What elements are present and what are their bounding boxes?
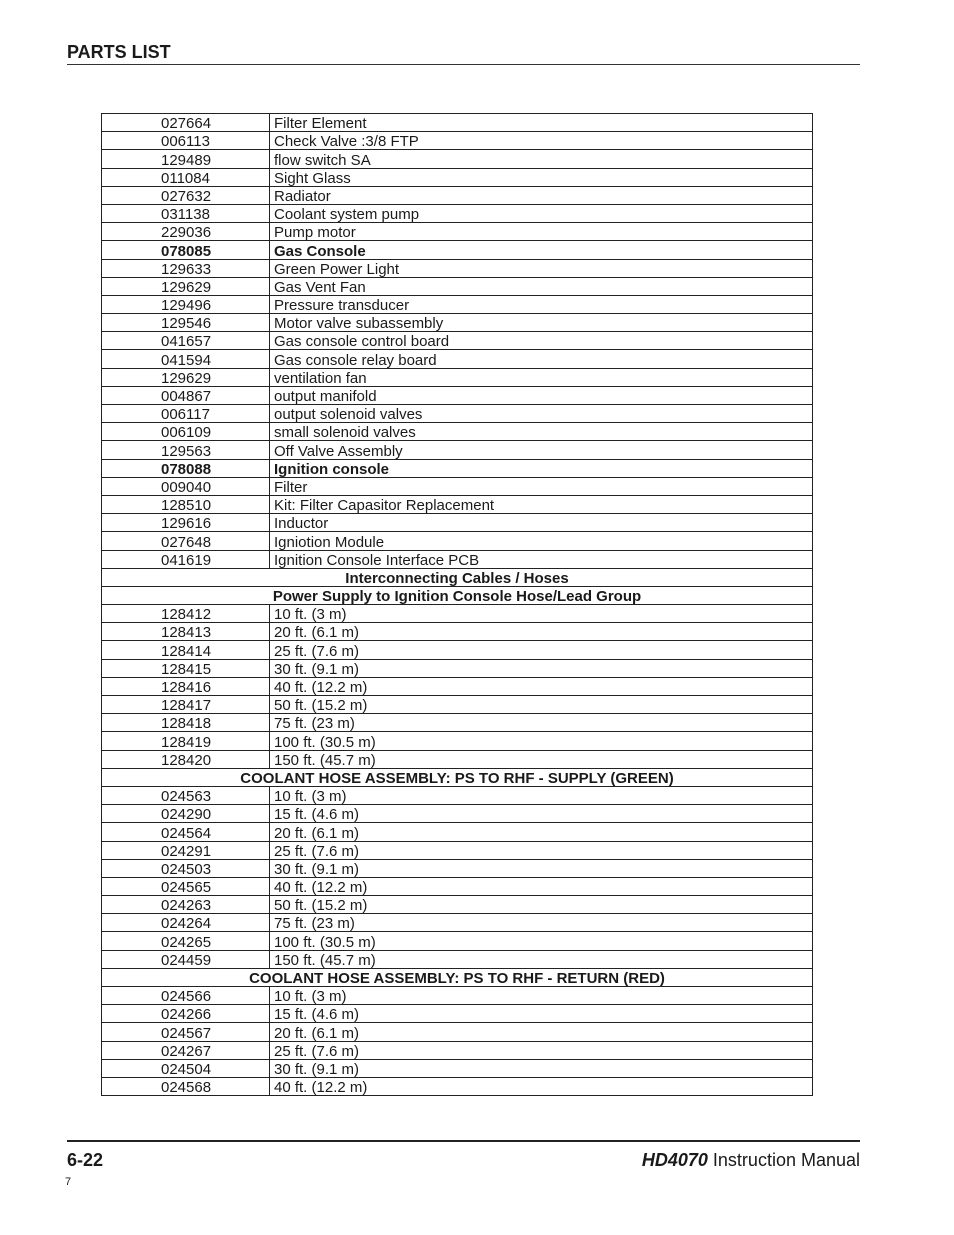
table-row: [102, 223, 813, 241]
table-row: [102, 841, 813, 859]
part-number: 078088: [102, 459, 270, 477]
table-row: [102, 150, 813, 168]
parts-table: [101, 113, 813, 1096]
part-description: 150 ft. (45.7 m): [270, 750, 813, 768]
part-number: 024567: [102, 1023, 270, 1041]
part-description: Check Valve :3/8 FTP: [270, 132, 813, 150]
part-number: 128418: [102, 714, 270, 732]
table-row: [102, 641, 813, 659]
part-number: 024267: [102, 1041, 270, 1059]
part-number: 024291: [102, 841, 270, 859]
section-header: COOLANT HOSE ASSEMBLY: PS TO RHF - SUPPLY (GREEN): [102, 768, 813, 786]
table-row: [102, 950, 813, 968]
part-number: 024565: [102, 877, 270, 895]
part-number: 024566: [102, 987, 270, 1005]
table-row: [102, 459, 813, 477]
table-row: [102, 732, 813, 750]
part-description: 10 ft. (3 m): [270, 987, 813, 1005]
part-number: 009040: [102, 477, 270, 495]
part-description: 20 ft. (6.1 m): [270, 823, 813, 841]
part-number: 011084: [102, 168, 270, 186]
part-number: 024264: [102, 914, 270, 932]
part-description: 25 ft. (7.6 m): [270, 841, 813, 859]
part-description: 25 ft. (7.6 m): [270, 641, 813, 659]
part-description: Filter Element: [270, 114, 813, 132]
part-number: 024265: [102, 932, 270, 950]
part-description: Igniotion Module: [270, 532, 813, 550]
part-description: Motor valve subassembly: [270, 314, 813, 332]
table-row: [102, 168, 813, 186]
part-description: Pump motor: [270, 223, 813, 241]
page-mark: 7: [65, 1176, 72, 1188]
part-description: Coolant system pump: [270, 204, 813, 222]
table-row: [102, 1059, 813, 1077]
part-number: 041657: [102, 332, 270, 350]
part-description: 20 ft. (6.1 m): [270, 1023, 813, 1041]
part-description: small solenoid valves: [270, 423, 813, 441]
part-description: Inductor: [270, 514, 813, 532]
part-number: 128413: [102, 623, 270, 641]
table-row: [102, 277, 813, 295]
part-description: Kit: Filter Capasitor Replacement: [270, 495, 813, 513]
part-number: 129629: [102, 277, 270, 295]
table-row: [102, 1023, 813, 1041]
table-row: [102, 495, 813, 513]
section-header-row: [102, 768, 813, 786]
part-number: 128415: [102, 659, 270, 677]
table-row: [102, 750, 813, 768]
part-number: 041594: [102, 350, 270, 368]
table-row: [102, 186, 813, 204]
part-description: Radiator: [270, 186, 813, 204]
part-description: 30 ft. (9.1 m): [270, 659, 813, 677]
table-row: [102, 823, 813, 841]
part-number: 024503: [102, 859, 270, 877]
part-number: 128414: [102, 641, 270, 659]
part-number: 129633: [102, 259, 270, 277]
part-number: 006117: [102, 405, 270, 423]
part-number: 128420: [102, 750, 270, 768]
table-row: [102, 368, 813, 386]
part-number: 128416: [102, 677, 270, 695]
table-row: [102, 132, 813, 150]
part-number: 024564: [102, 823, 270, 841]
page-header-title: PARTS LIST: [67, 42, 171, 62]
part-description: 10 ft. (3 m): [270, 605, 813, 623]
model-name: HD4070: [641, 1150, 708, 1170]
part-description: 40 ft. (12.2 m): [270, 1077, 813, 1095]
part-number: 031138: [102, 204, 270, 222]
table-row: [102, 532, 813, 550]
part-description: 25 ft. (7.6 m): [270, 1041, 813, 1059]
part-description: Gas console control board: [270, 332, 813, 350]
part-description: Gas console relay board: [270, 350, 813, 368]
part-number: 027664: [102, 114, 270, 132]
part-description: 20 ft. (6.1 m): [270, 623, 813, 641]
part-description: Gas Vent Fan: [270, 277, 813, 295]
part-number: 024263: [102, 896, 270, 914]
part-number: 128419: [102, 732, 270, 750]
table-row: [102, 805, 813, 823]
part-description: 150 ft. (45.7 m): [270, 950, 813, 968]
table-row: [102, 987, 813, 1005]
part-description: Green Power Light: [270, 259, 813, 277]
table-row: [102, 859, 813, 877]
part-number: 078085: [102, 241, 270, 259]
part-description: 100 ft. (30.5 m): [270, 932, 813, 950]
footer-divider: [67, 1140, 860, 1142]
part-number: 027632: [102, 186, 270, 204]
part-number: 129563: [102, 441, 270, 459]
table-row: [102, 1077, 813, 1095]
part-description: output solenoid valves: [270, 405, 813, 423]
table-row: [102, 405, 813, 423]
parts-table-body: [102, 114, 813, 1096]
table-row: [102, 786, 813, 804]
part-number: 129616: [102, 514, 270, 532]
section-header: Power Supply to Ignition Console Hose/Lead Group: [102, 586, 813, 604]
table-row: [102, 932, 813, 950]
manual-title: [642, 1150, 860, 1171]
part-description: output manifold: [270, 386, 813, 404]
section-header-row: [102, 968, 813, 986]
table-row: [102, 623, 813, 641]
part-description: 75 ft. (23 m): [270, 714, 813, 732]
part-description: Filter: [270, 477, 813, 495]
table-row: [102, 605, 813, 623]
part-description: Sight Glass: [270, 168, 813, 186]
part-number: 128417: [102, 696, 270, 714]
part-description: 100 ft. (30.5 m): [270, 732, 813, 750]
part-description: 40 ft. (12.2 m): [270, 877, 813, 895]
table-row: [102, 696, 813, 714]
table-row: [102, 1041, 813, 1059]
part-number: 128510: [102, 495, 270, 513]
part-number: 006109: [102, 423, 270, 441]
table-row: [102, 550, 813, 568]
table-row: [102, 423, 813, 441]
table-row: [102, 314, 813, 332]
part-number: 129496: [102, 295, 270, 313]
part-description: 40 ft. (12.2 m): [270, 677, 813, 695]
section-header: Interconnecting Cables / Hoses: [102, 568, 813, 586]
part-description: 30 ft. (9.1 m): [270, 859, 813, 877]
table-row: [102, 332, 813, 350]
table-row: [102, 204, 813, 222]
part-description: 30 ft. (9.1 m): [270, 1059, 813, 1077]
part-number: 129546: [102, 314, 270, 332]
part-number: 129489: [102, 150, 270, 168]
part-number: 024504: [102, 1059, 270, 1077]
table-row: [102, 350, 813, 368]
table-row: [102, 677, 813, 695]
part-number: 041619: [102, 550, 270, 568]
section-header-row: [102, 586, 813, 604]
table-row: [102, 659, 813, 677]
header-divider: [67, 64, 860, 65]
part-description: Pressure transducer: [270, 295, 813, 313]
manual-label: Instruction Manual: [712, 1150, 860, 1170]
part-description: Ignition Console Interface PCB: [270, 550, 813, 568]
part-description: Gas Console: [270, 241, 813, 259]
table-row: [102, 441, 813, 459]
part-number: 024563: [102, 786, 270, 804]
part-number: 024568: [102, 1077, 270, 1095]
part-description: 15 ft. (4.6 m): [270, 1005, 813, 1023]
part-number: 024459: [102, 950, 270, 968]
part-description: 50 ft. (15.2 m): [270, 896, 813, 914]
part-number: 024266: [102, 1005, 270, 1023]
table-row: [102, 714, 813, 732]
table-row: [102, 259, 813, 277]
table-row: [102, 914, 813, 932]
page-number: 6-22: [67, 1150, 104, 1170]
part-description: Ignition console: [270, 459, 813, 477]
table-row: [102, 514, 813, 532]
table-row: [102, 1005, 813, 1023]
part-number: 129629: [102, 368, 270, 386]
part-number: 229036: [102, 223, 270, 241]
part-description: 10 ft. (3 m): [270, 786, 813, 804]
part-number: 128412: [102, 605, 270, 623]
table-row: [102, 477, 813, 495]
part-description: 15 ft. (4.6 m): [270, 805, 813, 823]
part-number: 006113: [102, 132, 270, 150]
part-description: 50 ft. (15.2 m): [270, 696, 813, 714]
section-header-row: [102, 568, 813, 586]
part-description: flow switch SA: [270, 150, 813, 168]
part-number: 004867: [102, 386, 270, 404]
table-row: [102, 386, 813, 404]
section-header: COOLANT HOSE ASSEMBLY: PS TO RHF - RETURN (RED): [102, 968, 813, 986]
table-row: [102, 114, 813, 132]
part-description: 75 ft. (23 m): [270, 914, 813, 932]
table-row: [102, 295, 813, 313]
part-description: ventilation fan: [270, 368, 813, 386]
part-description: Off Valve Assembly: [270, 441, 813, 459]
part-number: 024290: [102, 805, 270, 823]
table-row: [102, 896, 813, 914]
part-number: 027648: [102, 532, 270, 550]
table-row: [102, 241, 813, 259]
table-row: [102, 877, 813, 895]
